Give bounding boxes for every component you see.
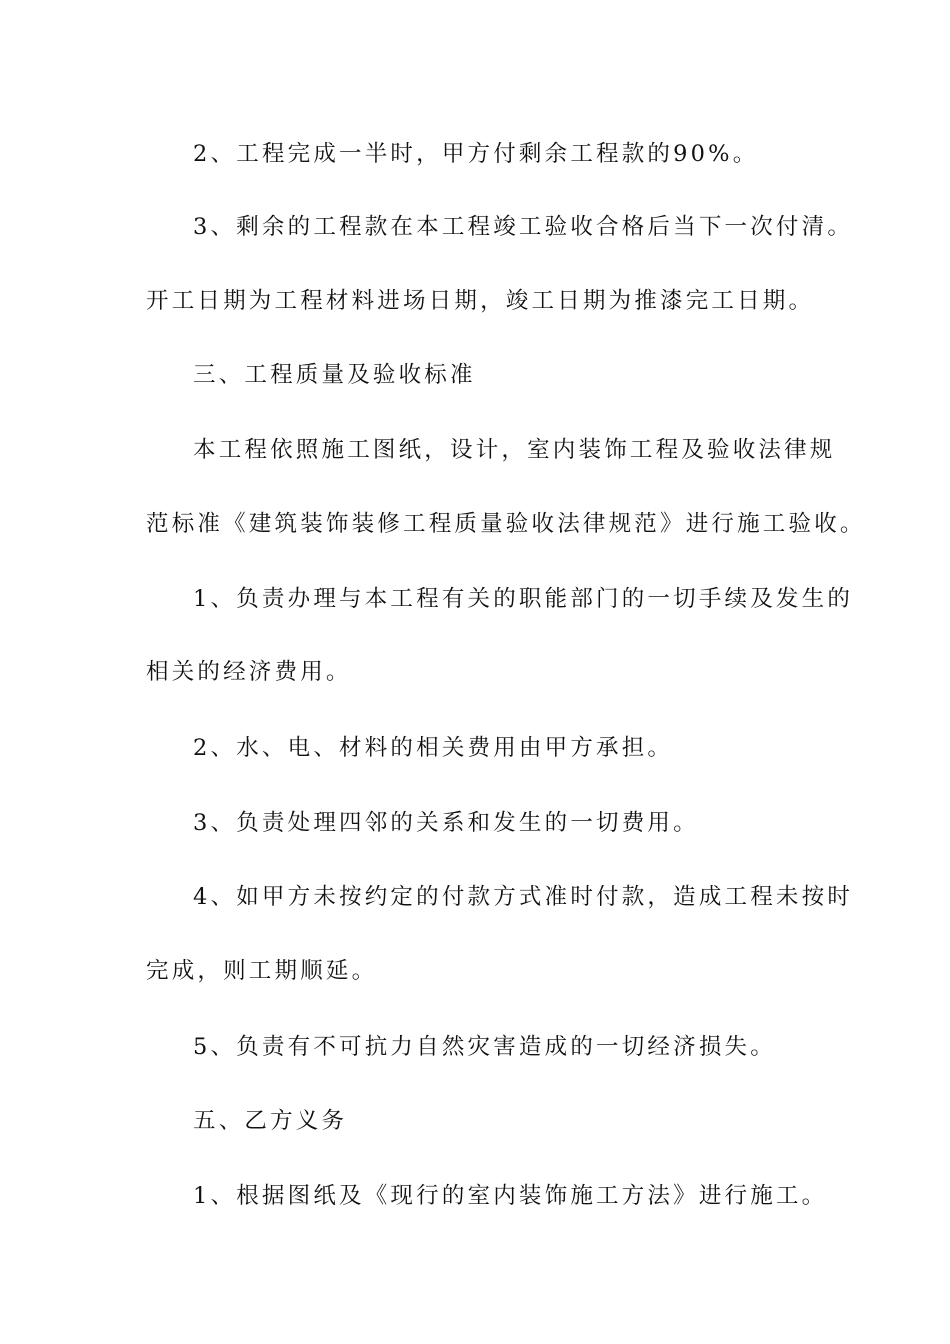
paragraph-duty-2: 2、水、电、材料的相关费用由甲方承担。 bbox=[193, 735, 674, 761]
section-heading-party-b: 五、乙方义务 bbox=[193, 1108, 348, 1134]
paragraph-party-b-duty-1: 1、根据图纸及《现行的室内装饰施工方法》进行施工。 bbox=[193, 1183, 828, 1209]
paragraph-start-end-dates: 开工日期为工程材料进场日期，竣工日期为推漆完工日期。 bbox=[146, 288, 815, 314]
paragraph-duty-4-line-2: 完成，则工期顺延。 bbox=[146, 958, 378, 984]
paragraph-duty-1-line-2: 相关的经济费用。 bbox=[146, 659, 352, 685]
section-heading-quality: 三、工程质量及验收标准 bbox=[193, 362, 476, 388]
paragraph-duty-5: 5、负责有不可抗力自然灾害造成的一切经济损失。 bbox=[193, 1034, 776, 1060]
paragraph-duty-3: 3、负责处理四邻的关系和发生的一切费用。 bbox=[193, 810, 699, 836]
paragraph-quality-line-1: 本工程依照施工图纸，设计，室内装饰工程及验收法律规 bbox=[193, 437, 836, 463]
paragraph-payment-final: 3、剩余的工程款在本工程竣工验收合格后当下一次付清。 bbox=[193, 214, 854, 240]
paragraph-payment-half: 2、工程完成一半时，甲方付剩余工程款的90%。 bbox=[193, 141, 759, 167]
paragraph-quality-line-2: 范标准《建筑装饰装修工程质量验收法律规范》进行施工验收。 bbox=[146, 511, 866, 537]
paragraph-duty-1-line-1: 1、负责办理与本工程有关的职能部门的一切手续及发生的 bbox=[193, 586, 854, 612]
paragraph-duty-4-line-1: 4、如甲方未按约定的付款方式准时付款，造成工程未按时 bbox=[193, 884, 854, 910]
